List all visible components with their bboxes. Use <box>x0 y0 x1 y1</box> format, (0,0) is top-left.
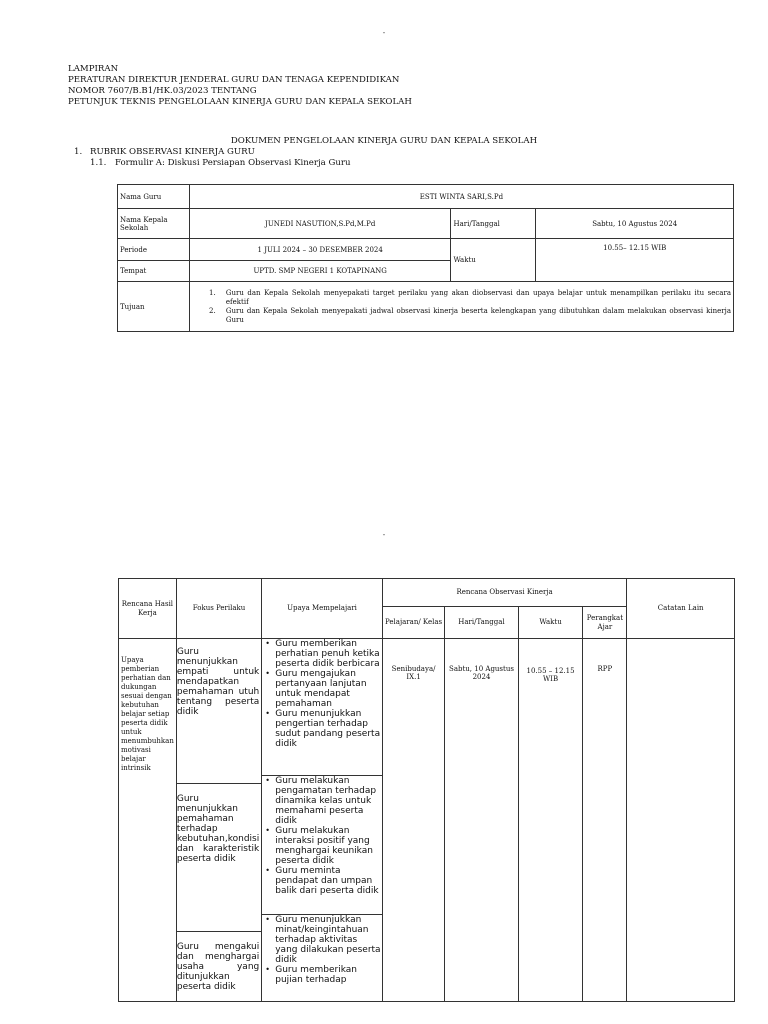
header-rencana-observasi: Rencana Observasi Kinerja <box>382 579 627 607</box>
header-catatan-lain: Catatan Lain <box>627 579 735 639</box>
nama-guru-label: Nama Guru <box>118 185 190 209</box>
section-1-1-heading <box>90 158 351 168</box>
section-1-heading <box>74 147 255 157</box>
upaya-item: • Guru meminta pendapat dan umpan balik dari peserta didik <box>275 866 382 896</box>
header-line-2: PERATURAN DIREKTUR JENDERAL GURU DAN TENAGA KEPENDIDIKAN <box>68 75 400 85</box>
tujuan-list <box>192 289 731 325</box>
waktu-value: 10.55– 12.15 WIB <box>536 239 734 282</box>
header-waktu: Waktu <box>518 607 583 639</box>
header-fokus-perilaku: Fokus Perilaku <box>176 579 261 639</box>
upaya-item: • Guru menunjukkan minat/keingintahuan terhadap aktivitas yang dilakukan peserta didik <box>275 915 382 965</box>
fokus-block-3 <box>177 931 261 1001</box>
nama-guru-value: ESTI WINTA SARI,S.Pd <box>189 185 733 209</box>
fokus-perilaku-cell <box>176 639 261 1002</box>
upaya-list <box>262 776 382 896</box>
upaya-block-3 <box>262 914 382 987</box>
tempat-label: Tempat <box>118 261 190 282</box>
header-line-4: PETUNJUK TEKNIS PENGELOLAAN KINERJA GURU DAN KEPALA SEKOLAH <box>68 97 412 107</box>
upaya-item: • Guru melakukan interaksi positif yang menghargai keunikan peserta didik <box>275 826 382 866</box>
header-line-1: LAMPIRAN <box>68 64 119 74</box>
page-mark-middle: - <box>382 530 386 539</box>
fokus-item: Guru menunjukkan pemahaman terhadap kebutuhan,kondisi dan karakteristik peserta didik <box>176 794 260 864</box>
periode-label: Periode <box>118 239 190 261</box>
upaya-item: • Guru mengajukan pertanyaan lanjutan untuk mendapat pemahaman <box>275 669 382 709</box>
tujuan-item: 1. Guru dan Kepala Sekolah menyepakati target perilaku yang akan diobservasi dan upaya belajar untuk menampilkan perilaku itu secara efektif <box>218 289 731 307</box>
section-1-1-number: 1.1. <box>90 158 107 168</box>
periode-value: 1 JULI 2024 – 30 DESEMBER 2024 <box>189 239 451 261</box>
tempat-value: UPTD. SMP NEGERI 1 KOTAPINANG <box>189 261 451 282</box>
section-1-number: 1. <box>74 147 83 157</box>
hari-tanggal-value: Sabtu, 10 Agustus 2024 <box>445 639 518 1002</box>
upaya-item: • Guru melakukan pengamatan terhadap dinamika kelas untuk memahami peserta didik <box>275 776 382 826</box>
perangkat-ajar-value: RPP <box>583 639 627 1002</box>
upaya-mempelajari-cell <box>262 639 383 1002</box>
header-pelajaran-kelas: Pelajaran/ Kelas <box>382 607 445 639</box>
tujuan-label: Tujuan <box>118 282 190 332</box>
rencana-hasil-kerja-value: Upaya pemberian perhatian dan dukungan sesuai dengan kebutuhan belajar setiap peserta didik untuk menumbuhkan motivasi belajar intrinsik <box>119 639 177 1002</box>
document-title: DOKUMEN PENGELOLAAN KINERJA GURU DAN KEPALA SEKOLAH <box>230 136 538 146</box>
fokus-block-2 <box>177 783 261 931</box>
hari-tanggal-value: Sabtu, 10 Agustus 2024 <box>536 209 734 239</box>
section-1-1-title: Formulir A: Diskusi Persiapan Observasi Kinerja Guru <box>115 158 351 168</box>
rubric-table <box>118 578 735 1002</box>
catatan-lain-value <box>627 639 735 1002</box>
upaya-block-1 <box>262 639 382 775</box>
pelajaran-kelas-value: Senibudaya/ IX.1 <box>382 639 445 1002</box>
section-1-title: RUBRIK OBSERVASI KINERJA GURU <box>90 147 255 157</box>
header-rencana-hasil-kerja: Rencana Hasil Kerja <box>119 579 177 639</box>
tujuan-item: 2. Guru dan Kepala Sekolah menyepakati jadwal observasi kinerja beserta kelengkapan yang dibutuhkan dalam melakukan observasi kinerja Guru <box>218 307 731 325</box>
fokus-item: Guru menunjukkan empati untuk mendapatkan pemahaman utuh tentang peserta didik <box>176 647 260 717</box>
upaya-item: • Guru memberikan pujian terhadap <box>275 965 382 985</box>
tujuan-list-cell <box>189 282 733 332</box>
upaya-item: • Guru menunjukkan pengertian terhadap sudut pandang peserta didik <box>275 709 382 749</box>
hari-tanggal-label: Hari/Tanggal <box>451 209 536 239</box>
waktu-label: Waktu <box>451 239 536 282</box>
form-a-table <box>117 184 734 332</box>
page-mark-top: - <box>382 28 386 37</box>
upaya-block-2 <box>262 775 382 914</box>
fokus-item: Guru mengakui dan menghargai usaha yang ditunjukkan peserta didik <box>176 942 260 992</box>
kepala-sekolah-label: Nama Kepala Sekolah <box>118 209 190 239</box>
upaya-list <box>262 639 382 749</box>
upaya-list <box>262 915 382 985</box>
header-perangkat-ajar: Perangkat Ajar <box>583 607 627 639</box>
fokus-block-1 <box>177 639 261 783</box>
document-header <box>68 64 412 108</box>
header-upaya-mempelajari: Upaya Mempelajari <box>262 579 383 639</box>
kepala-sekolah-value: JUNEDI NASUTION,S.Pd,M.Pd <box>189 209 451 239</box>
header-line-3: NOMOR 7607/B.B1/HK.03/2023 TENTANG <box>68 86 257 96</box>
upaya-item: • Guru memberikan perhatian penuh ketika peserta didik berbicara <box>275 639 382 669</box>
waktu-value: 10.55 – 12.15 WIB <box>518 639 583 1002</box>
header-hari-tanggal: Hari/Tanggal <box>445 607 518 639</box>
